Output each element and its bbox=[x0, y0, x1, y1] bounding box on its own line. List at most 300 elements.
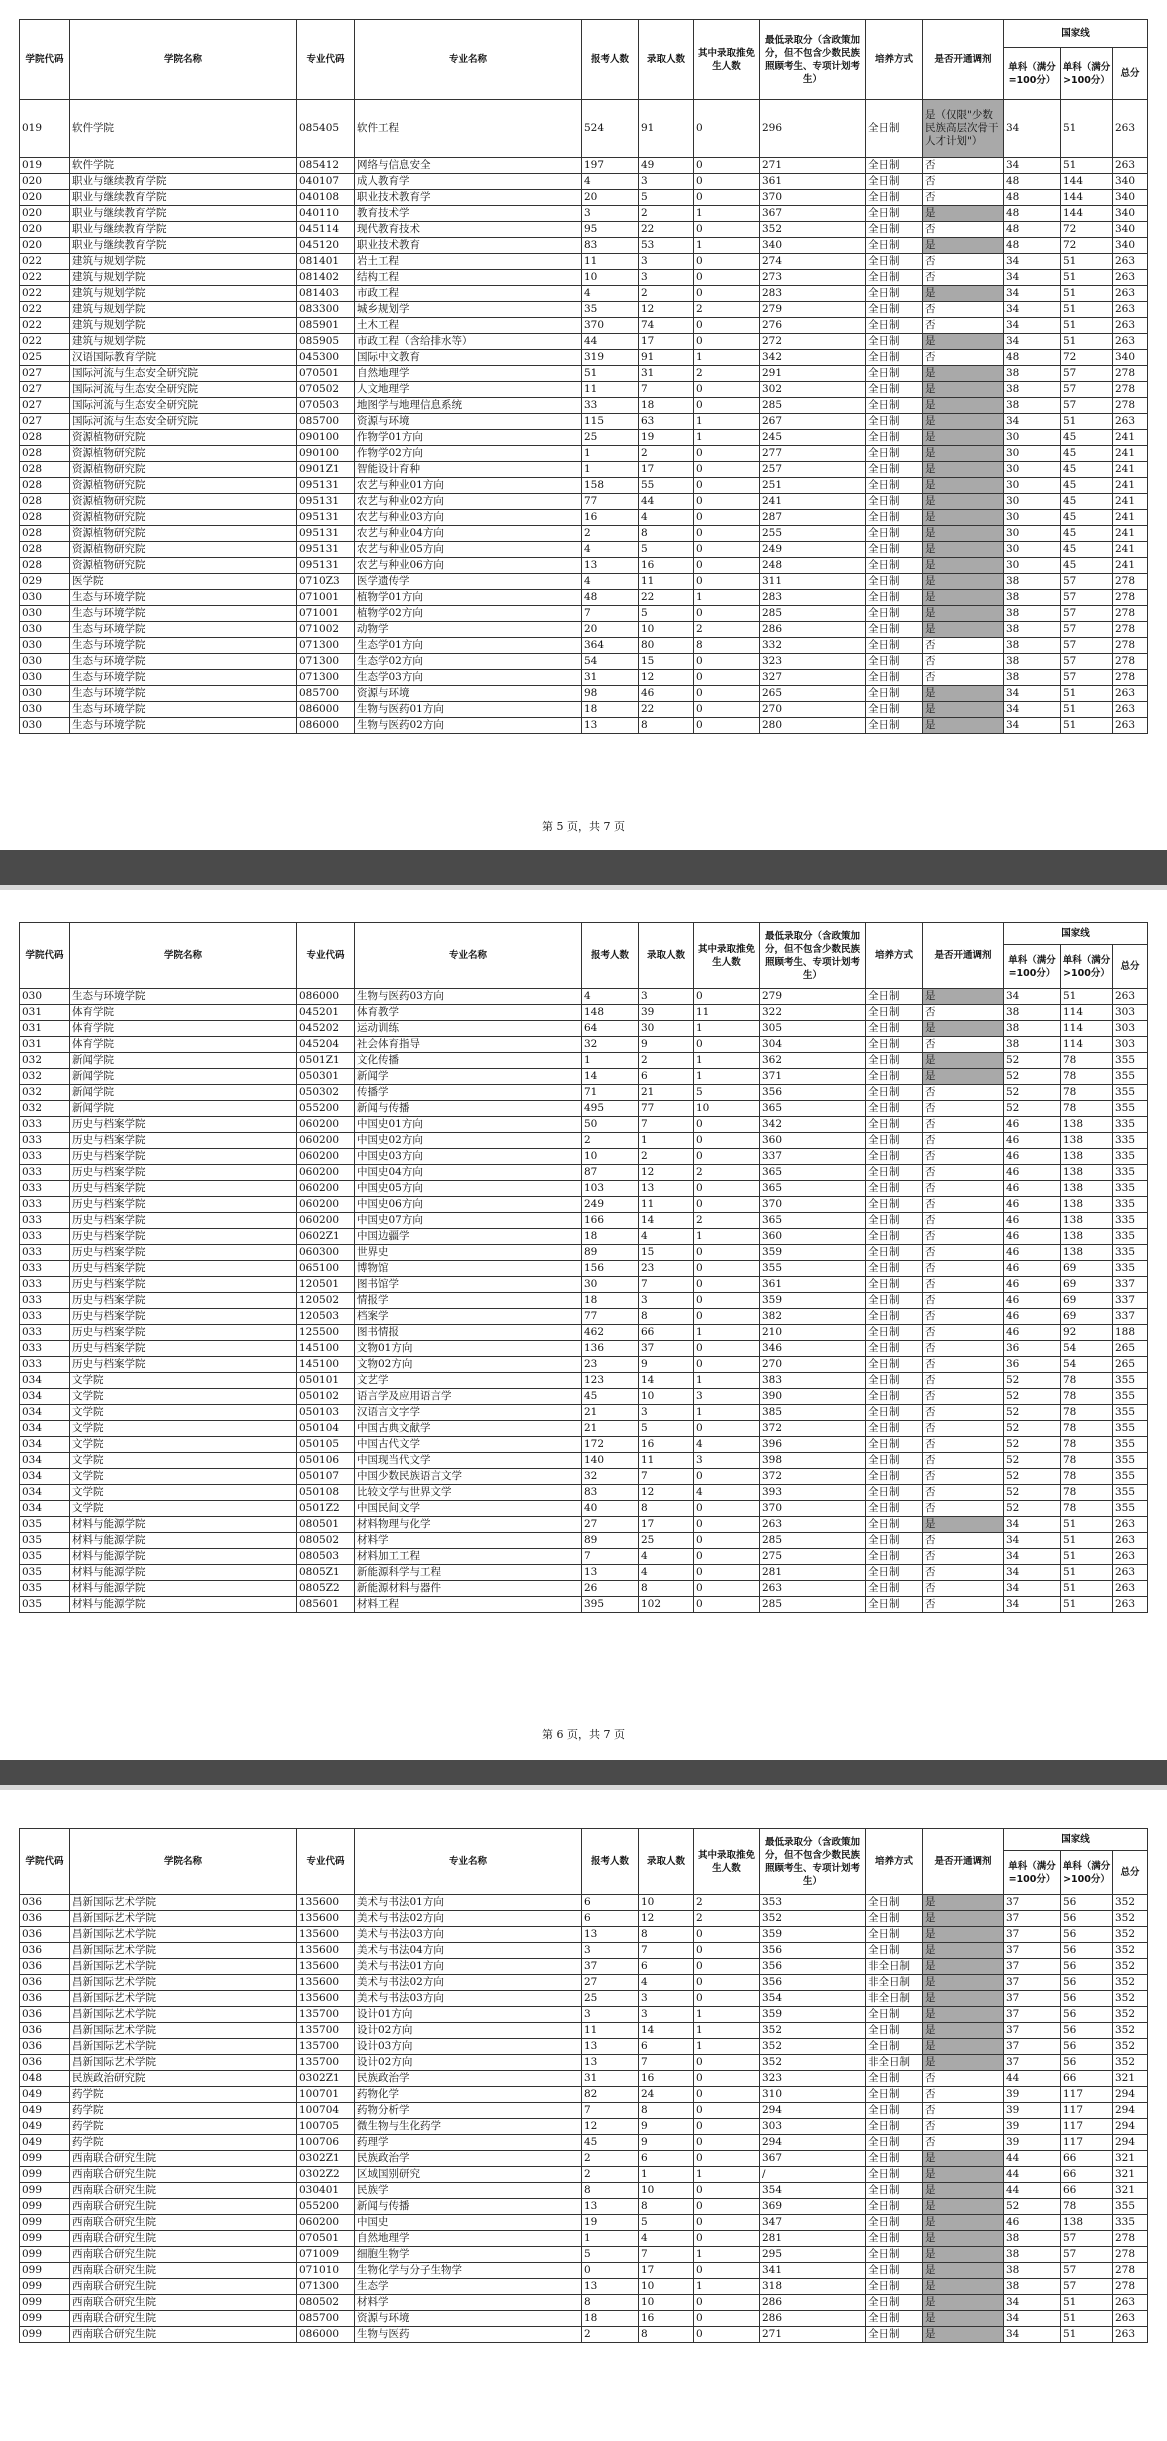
header-sub2: 单科（满分>100分） bbox=[1061, 48, 1113, 100]
cell-sub2: 144 bbox=[1061, 174, 1113, 190]
cell-study-mode: 全日制 bbox=[866, 510, 923, 526]
cell-adjust: 否 bbox=[923, 1197, 1004, 1213]
cell-adjust: 是 bbox=[923, 2263, 1004, 2279]
cell-major-code: 090100 bbox=[297, 430, 355, 446]
cell-applicants: 103 bbox=[582, 1181, 639, 1197]
cell-admitted: 15 bbox=[639, 1245, 694, 1261]
cell-name: 西南联合研究生院 bbox=[70, 2327, 297, 2343]
cell-sub2: 114 bbox=[1061, 1005, 1113, 1021]
cell-admitted: 4 bbox=[639, 510, 694, 526]
cell-sub2: 144 bbox=[1061, 206, 1113, 222]
cell-total: 241 bbox=[1113, 510, 1148, 526]
cell-study-mode: 全日制 bbox=[866, 2007, 923, 2023]
cell-sub2: 69 bbox=[1061, 1309, 1113, 1325]
cell-major-name: 资源与环境 bbox=[355, 686, 582, 702]
cell-applicants: 82 bbox=[582, 2087, 639, 2103]
cell-admitted: 3 bbox=[639, 174, 694, 190]
cell-name: 生态与环境学院 bbox=[70, 590, 297, 606]
cell-code: 033 bbox=[20, 1213, 70, 1229]
cell-name: 昌新国际艺术学院 bbox=[70, 1991, 297, 2007]
cell-major-code: 060200 bbox=[297, 1181, 355, 1197]
cell-sub2: 72 bbox=[1061, 350, 1113, 366]
cell-admitted: 5 bbox=[639, 542, 694, 558]
cell-applicants: 13 bbox=[582, 1565, 639, 1581]
cell-code: 033 bbox=[20, 1117, 70, 1133]
cell-name: 西南联合研究生院 bbox=[70, 2151, 297, 2167]
cell-major-code: 100704 bbox=[297, 2103, 355, 2119]
cell-sub2: 144 bbox=[1061, 190, 1113, 206]
cell-min-score: 295 bbox=[760, 2247, 866, 2263]
cell-code: 022 bbox=[20, 302, 70, 318]
cell-total: 263 bbox=[1113, 318, 1148, 334]
cell-sub2: 138 bbox=[1061, 1181, 1113, 1197]
cell-min-score: 359 bbox=[760, 1245, 866, 1261]
cell-sub1: 46 bbox=[1004, 1149, 1061, 1165]
cell-major-code: 050107 bbox=[297, 1469, 355, 1485]
cell-major-name: 美术与书法01方向 bbox=[355, 1895, 582, 1911]
cell-code: 036 bbox=[20, 2023, 70, 2039]
cell-admitted: 17 bbox=[639, 1517, 694, 1533]
cell-total: 263 bbox=[1113, 2327, 1148, 2343]
cell-applicants: 2 bbox=[582, 2167, 639, 2183]
table-row bbox=[20, 2231, 1148, 2247]
cell-major-code: 050301 bbox=[297, 1069, 355, 1085]
cell-sub1: 52 bbox=[1004, 1421, 1061, 1437]
cell-sub1: 30 bbox=[1004, 446, 1061, 462]
cell-major-code: 095131 bbox=[297, 526, 355, 542]
cell-recommended: 0 bbox=[694, 1309, 760, 1325]
cell-major-name: 智能设计育种 bbox=[355, 462, 582, 478]
cell-adjust: 是 bbox=[923, 1943, 1004, 1959]
cell-sub2: 138 bbox=[1061, 1197, 1113, 1213]
header-name: 学院名称 bbox=[70, 1829, 297, 1895]
cell-major-code: 081402 bbox=[297, 270, 355, 286]
cell-major-name: 结构工程 bbox=[355, 270, 582, 286]
cell-applicants: 13 bbox=[582, 2039, 639, 2055]
cell-adjust: 是 bbox=[923, 2167, 1004, 2183]
cell-total: 294 bbox=[1113, 2135, 1148, 2151]
cell-code: 033 bbox=[20, 1229, 70, 1245]
cell-name: 昌新国际艺术学院 bbox=[70, 2007, 297, 2023]
cell-code: 034 bbox=[20, 1421, 70, 1437]
cell-major-code: 071001 bbox=[297, 590, 355, 606]
cell-min-score: 283 bbox=[760, 590, 866, 606]
cell-recommended: 0 bbox=[694, 382, 760, 398]
cell-admitted: 12 bbox=[639, 670, 694, 686]
table-row bbox=[20, 526, 1148, 542]
cell-min-score: 270 bbox=[760, 1357, 866, 1373]
cell-min-score: 291 bbox=[760, 366, 866, 382]
cell-name: 昌新国际艺术学院 bbox=[70, 2055, 297, 2071]
cell-code: 030 bbox=[20, 638, 70, 654]
cell-major-name: 生态学03方向 bbox=[355, 670, 582, 686]
cell-recommended: 0 bbox=[694, 2263, 760, 2279]
cell-name: 历史与档案学院 bbox=[70, 1261, 297, 1277]
cell-name: 历史与档案学院 bbox=[70, 1277, 297, 1293]
cell-study-mode: 全日制 bbox=[866, 2215, 923, 2231]
cell-study-mode: 全日制 bbox=[866, 558, 923, 574]
cell-total: 263 bbox=[1113, 1581, 1148, 1597]
cell-name: 昌新国际艺术学院 bbox=[70, 1943, 297, 1959]
cell-applicants: 31 bbox=[582, 2071, 639, 2087]
cell-major-name: 中国史03方向 bbox=[355, 1149, 582, 1165]
cell-code: 033 bbox=[20, 1181, 70, 1197]
cell-applicants: 4 bbox=[582, 174, 639, 190]
cell-applicants: 44 bbox=[582, 334, 639, 350]
cell-sub2: 56 bbox=[1061, 2007, 1113, 2023]
cell-code: 033 bbox=[20, 1261, 70, 1277]
cell-adjust: 是 bbox=[923, 366, 1004, 382]
cell-total: 335 bbox=[1113, 2215, 1148, 2231]
cell-min-score: 271 bbox=[760, 158, 866, 174]
cell-applicants: 370 bbox=[582, 318, 639, 334]
cell-major-name: 民族政治学 bbox=[355, 2071, 582, 2087]
cell-recommended: 1 bbox=[694, 2023, 760, 2039]
cell-name: 新闻学院 bbox=[70, 1101, 297, 1117]
cell-sub2: 138 bbox=[1061, 1245, 1113, 1261]
cell-study-mode: 全日制 bbox=[866, 270, 923, 286]
cell-recommended: 0 bbox=[694, 1943, 760, 1959]
cell-total: 352 bbox=[1113, 2039, 1148, 2055]
cell-min-score: 323 bbox=[760, 2071, 866, 2087]
cell-min-score: 390 bbox=[760, 1389, 866, 1405]
cell-sub1: 34 bbox=[1004, 1597, 1061, 1613]
cell-admitted: 5 bbox=[639, 190, 694, 206]
cell-major-code: 040110 bbox=[297, 206, 355, 222]
cell-code: 035 bbox=[20, 1581, 70, 1597]
cell-applicants: 64 bbox=[582, 1021, 639, 1037]
cell-major-code: 086000 bbox=[297, 702, 355, 718]
cell-applicants: 89 bbox=[582, 1245, 639, 1261]
cell-applicants: 13 bbox=[582, 718, 639, 734]
cell-total: 263 bbox=[1113, 2295, 1148, 2311]
cell-study-mode: 全日制 bbox=[866, 1421, 923, 1437]
table-row bbox=[20, 1229, 1148, 1245]
table-row bbox=[20, 238, 1148, 254]
cell-recommended: 2 bbox=[694, 1911, 760, 1927]
cell-sub1: 38 bbox=[1004, 2247, 1061, 2263]
cell-major-code: 071010 bbox=[297, 2263, 355, 2279]
cell-min-score: 396 bbox=[760, 1437, 866, 1453]
cell-adjust: 否 bbox=[923, 1421, 1004, 1437]
cell-sub2: 78 bbox=[1061, 1469, 1113, 1485]
cell-code: 036 bbox=[20, 1991, 70, 2007]
cell-name: 西南联合研究生院 bbox=[70, 2167, 297, 2183]
cell-study-mode: 全日制 bbox=[866, 1261, 923, 1277]
cell-major-code: 135600 bbox=[297, 1895, 355, 1911]
cell-code: 036 bbox=[20, 1895, 70, 1911]
table-row bbox=[20, 2167, 1148, 2183]
cell-major-name: 中国边疆学 bbox=[355, 1229, 582, 1245]
cell-major-name: 生物与医药02方向 bbox=[355, 718, 582, 734]
cell-sub2: 57 bbox=[1061, 606, 1113, 622]
cell-code: 036 bbox=[20, 1911, 70, 1927]
cell-name: 生态与环境学院 bbox=[70, 670, 297, 686]
cell-major-code: 0901Z1 bbox=[297, 462, 355, 478]
cell-applicants: 27 bbox=[582, 1975, 639, 1991]
cell-name: 新闻学院 bbox=[70, 1053, 297, 1069]
cell-min-score: 310 bbox=[760, 2087, 866, 2103]
cell-recommended: 0 bbox=[694, 702, 760, 718]
table-row bbox=[20, 222, 1148, 238]
cell-sub2: 57 bbox=[1061, 574, 1113, 590]
cell-recommended: 3 bbox=[694, 1453, 760, 1469]
cell-name: 昌新国际艺术学院 bbox=[70, 1975, 297, 1991]
cell-name: 历史与档案学院 bbox=[70, 1325, 297, 1341]
cell-code: 032 bbox=[20, 1101, 70, 1117]
cell-code: 028 bbox=[20, 526, 70, 542]
cell-admitted: 13 bbox=[639, 1181, 694, 1197]
cell-recommended: 0 bbox=[694, 1991, 760, 2007]
cell-sub2: 57 bbox=[1061, 2279, 1113, 2295]
cell-total: 278 bbox=[1113, 2279, 1148, 2295]
cell-admitted: 4 bbox=[639, 1975, 694, 1991]
cell-total: 303 bbox=[1113, 1037, 1148, 1053]
cell-major-name: 植物学01方向 bbox=[355, 590, 582, 606]
cell-sub2: 57 bbox=[1061, 622, 1113, 638]
cell-code: 099 bbox=[20, 2199, 70, 2215]
cell-applicants: 83 bbox=[582, 1485, 639, 1501]
cell-total: 355 bbox=[1113, 1501, 1148, 1517]
cell-total: 241 bbox=[1113, 558, 1148, 574]
cell-study-mode: 全日制 bbox=[866, 1005, 923, 1021]
cell-min-score: 302 bbox=[760, 382, 866, 398]
table-row bbox=[20, 1485, 1148, 1501]
cell-total: 355 bbox=[1113, 1485, 1148, 1501]
cell-major-code: 050106 bbox=[297, 1453, 355, 1469]
cell-sub2: 66 bbox=[1061, 2151, 1113, 2167]
cell-name: 生态与环境学院 bbox=[70, 718, 297, 734]
cell-sub1: 48 bbox=[1004, 350, 1061, 366]
table-row bbox=[20, 1421, 1148, 1437]
cell-adjust: 否 bbox=[923, 1437, 1004, 1453]
cell-study-mode: 全日制 bbox=[866, 638, 923, 654]
cell-min-score: 365 bbox=[760, 1181, 866, 1197]
cell-total: 352 bbox=[1113, 1895, 1148, 1911]
cell-total: 263 bbox=[1113, 334, 1148, 350]
cell-name: 建筑与规划学院 bbox=[70, 302, 297, 318]
cell-name: 资源植物研究院 bbox=[70, 446, 297, 462]
cell-min-score: 323 bbox=[760, 654, 866, 670]
cell-major-code: 090100 bbox=[297, 446, 355, 462]
cell-total: 303 bbox=[1113, 1021, 1148, 1037]
cell-sub1: 39 bbox=[1004, 2135, 1061, 2151]
cell-sub2: 51 bbox=[1061, 2295, 1113, 2311]
cell-code: 049 bbox=[20, 2103, 70, 2119]
cell-adjust: 否 bbox=[923, 1277, 1004, 1293]
cell-total: 352 bbox=[1113, 1927, 1148, 1943]
document-page-5 bbox=[0, 0, 1167, 850]
cell-sub1: 38 bbox=[1004, 638, 1061, 654]
cell-major-code: 060200 bbox=[297, 2215, 355, 2231]
cell-code: 020 bbox=[20, 206, 70, 222]
table-row bbox=[20, 1053, 1148, 1069]
cell-major-name: 民族学 bbox=[355, 2183, 582, 2199]
cell-adjust: 否 bbox=[923, 222, 1004, 238]
cell-recommended: 10 bbox=[694, 1101, 760, 1117]
cell-major-name: 现代教育技术 bbox=[355, 222, 582, 238]
cell-major-name: 微生物与生化药学 bbox=[355, 2119, 582, 2135]
cell-admitted: 44 bbox=[639, 494, 694, 510]
cell-study-mode: 非全日制 bbox=[866, 1959, 923, 1975]
cell-recommended: 1 bbox=[694, 2247, 760, 2263]
cell-major-name: 美术与书法03方向 bbox=[355, 1927, 582, 1943]
cell-study-mode: 全日制 bbox=[866, 2039, 923, 2055]
cell-sub2: 57 bbox=[1061, 654, 1113, 670]
cell-admitted: 37 bbox=[639, 1341, 694, 1357]
cell-adjust: 否 bbox=[923, 2087, 1004, 2103]
cell-admitted: 17 bbox=[639, 2263, 694, 2279]
cell-sub2: 138 bbox=[1061, 1229, 1113, 1245]
cell-code: 099 bbox=[20, 2183, 70, 2199]
cell-code: 022 bbox=[20, 318, 70, 334]
cell-total: 340 bbox=[1113, 222, 1148, 238]
cell-applicants: 148 bbox=[582, 1005, 639, 1021]
cell-sub2: 51 bbox=[1061, 1517, 1113, 1533]
cell-major-name: 教育技术学 bbox=[355, 206, 582, 222]
cell-sub1: 38 bbox=[1004, 1037, 1061, 1053]
cell-major-name: 中国史 bbox=[355, 2215, 582, 2231]
cell-code: 034 bbox=[20, 1437, 70, 1453]
cell-total: 340 bbox=[1113, 238, 1148, 254]
cell-applicants: 13 bbox=[582, 2279, 639, 2295]
cell-adjust: 是 bbox=[923, 2215, 1004, 2231]
cell-applicants: 51 bbox=[582, 366, 639, 382]
cell-sub2: 69 bbox=[1061, 1277, 1113, 1293]
cell-major-code: 0501Z2 bbox=[297, 1501, 355, 1517]
cell-min-score: 272 bbox=[760, 334, 866, 350]
cell-total: 355 bbox=[1113, 1373, 1148, 1389]
cell-admitted: 17 bbox=[639, 334, 694, 350]
cell-major-name: 网络与信息安全 bbox=[355, 158, 582, 174]
header-total: 总分 bbox=[1113, 945, 1148, 989]
cell-total: 352 bbox=[1113, 1991, 1148, 2007]
cell-major-code: 0602Z1 bbox=[297, 1229, 355, 1245]
cell-min-score: 369 bbox=[760, 2199, 866, 2215]
cell-recommended: 0 bbox=[694, 190, 760, 206]
cell-sub1: 37 bbox=[1004, 1991, 1061, 2007]
cell-study-mode: 全日制 bbox=[866, 190, 923, 206]
cell-major-name: 世界史 bbox=[355, 1245, 582, 1261]
cell-sub1: 34 bbox=[1004, 1533, 1061, 1549]
cell-sub2: 56 bbox=[1061, 1991, 1113, 2007]
cell-recommended: 0 bbox=[694, 558, 760, 574]
cell-min-score: 281 bbox=[760, 2231, 866, 2247]
cell-admitted: 9 bbox=[639, 2119, 694, 2135]
cell-sub2: 51 bbox=[1061, 718, 1113, 734]
cell-name: 生态与环境学院 bbox=[70, 606, 297, 622]
cell-adjust: 是 bbox=[923, 1517, 1004, 1533]
cell-major-code: 030401 bbox=[297, 2183, 355, 2199]
cell-code: 032 bbox=[20, 1085, 70, 1101]
cell-code: 022 bbox=[20, 254, 70, 270]
cell-name: 国际河流与生态安全研究院 bbox=[70, 414, 297, 430]
cell-total: 337 bbox=[1113, 1309, 1148, 1325]
header-sub1: 单科（满分=100分） bbox=[1004, 48, 1061, 100]
cell-admitted: 9 bbox=[639, 1037, 694, 1053]
cell-major-code: 135700 bbox=[297, 2023, 355, 2039]
table-row bbox=[20, 1101, 1148, 1117]
cell-adjust: 否 bbox=[923, 2119, 1004, 2135]
cell-major-code: 100701 bbox=[297, 2087, 355, 2103]
cell-major-name: 岩土工程 bbox=[355, 254, 582, 270]
cell-major-code: 0805Z1 bbox=[297, 1565, 355, 1581]
cell-sub1: 36 bbox=[1004, 1341, 1061, 1357]
cell-study-mode: 全日制 bbox=[866, 2167, 923, 2183]
cell-admitted: 2 bbox=[639, 1149, 694, 1165]
cell-sub1: 52 bbox=[1004, 1389, 1061, 1405]
cell-adjust: 否 bbox=[923, 1085, 1004, 1101]
cell-sub1: 34 bbox=[1004, 318, 1061, 334]
cell-applicants: 395 bbox=[582, 1597, 639, 1613]
cell-recommended: 0 bbox=[694, 670, 760, 686]
cell-total: 355 bbox=[1113, 1069, 1148, 1085]
cell-major-code: 050102 bbox=[297, 1389, 355, 1405]
cell-admitted: 14 bbox=[639, 1213, 694, 1229]
cell-admitted: 7 bbox=[639, 1943, 694, 1959]
cell-recommended: 0 bbox=[694, 1293, 760, 1309]
cell-min-score: 303 bbox=[760, 2119, 866, 2135]
cell-applicants: 1 bbox=[582, 462, 639, 478]
cell-name: 文学院 bbox=[70, 1421, 297, 1437]
cell-sub1: 34 bbox=[1004, 1549, 1061, 1565]
cell-study-mode: 全日制 bbox=[866, 2231, 923, 2247]
cell-study-mode: 全日制 bbox=[866, 1277, 923, 1293]
cell-applicants: 4 bbox=[582, 574, 639, 590]
cell-adjust: 是 bbox=[923, 2295, 1004, 2311]
cell-recommended: 1 bbox=[694, 590, 760, 606]
cell-sub2: 51 bbox=[1061, 254, 1113, 270]
cell-applicants: 4 bbox=[582, 542, 639, 558]
cell-total: 263 bbox=[1113, 286, 1148, 302]
cell-sub1: 37 bbox=[1004, 1927, 1061, 1943]
cell-min-score: 353 bbox=[760, 1895, 866, 1911]
cell-sub2: 56 bbox=[1061, 2039, 1113, 2055]
cell-study-mode: 全日制 bbox=[866, 526, 923, 542]
cell-applicants: 462 bbox=[582, 1325, 639, 1341]
cell-study-mode: 全日制 bbox=[866, 302, 923, 318]
cell-sub1: 34 bbox=[1004, 270, 1061, 286]
cell-name: 历史与档案学院 bbox=[70, 1293, 297, 1309]
cell-name: 资源植物研究院 bbox=[70, 494, 297, 510]
cell-study-mode: 全日制 bbox=[866, 2119, 923, 2135]
cell-code: 034 bbox=[20, 1453, 70, 1469]
cell-sub1: 52 bbox=[1004, 1101, 1061, 1117]
cell-major-name: 设计03方向 bbox=[355, 2039, 582, 2055]
cell-applicants: 0 bbox=[582, 2263, 639, 2279]
cell-applicants: 3 bbox=[582, 1943, 639, 1959]
cell-total: 263 bbox=[1113, 1565, 1148, 1581]
cell-recommended: 0 bbox=[694, 1549, 760, 1565]
cell-total: 241 bbox=[1113, 446, 1148, 462]
cell-admitted: 30 bbox=[639, 1021, 694, 1037]
cell-recommended: 0 bbox=[694, 2311, 760, 2327]
cell-recommended: 0 bbox=[694, 1975, 760, 1991]
table-row bbox=[20, 1959, 1148, 1975]
cell-code: 033 bbox=[20, 1197, 70, 1213]
cell-applicants: 14 bbox=[582, 1069, 639, 1085]
cell-min-score: 356 bbox=[760, 1085, 866, 1101]
cell-recommended: 0 bbox=[694, 494, 760, 510]
cell-major-code: 120503 bbox=[297, 1309, 355, 1325]
cell-total: 278 bbox=[1113, 2263, 1148, 2279]
cell-code: 036 bbox=[20, 2007, 70, 2023]
cell-adjust: 是 bbox=[923, 2279, 1004, 2295]
cell-admitted: 3 bbox=[639, 270, 694, 286]
cell-adjust: 是 bbox=[923, 2199, 1004, 2215]
table-row bbox=[20, 1501, 1148, 1517]
cell-major-name: 城乡规划学 bbox=[355, 302, 582, 318]
